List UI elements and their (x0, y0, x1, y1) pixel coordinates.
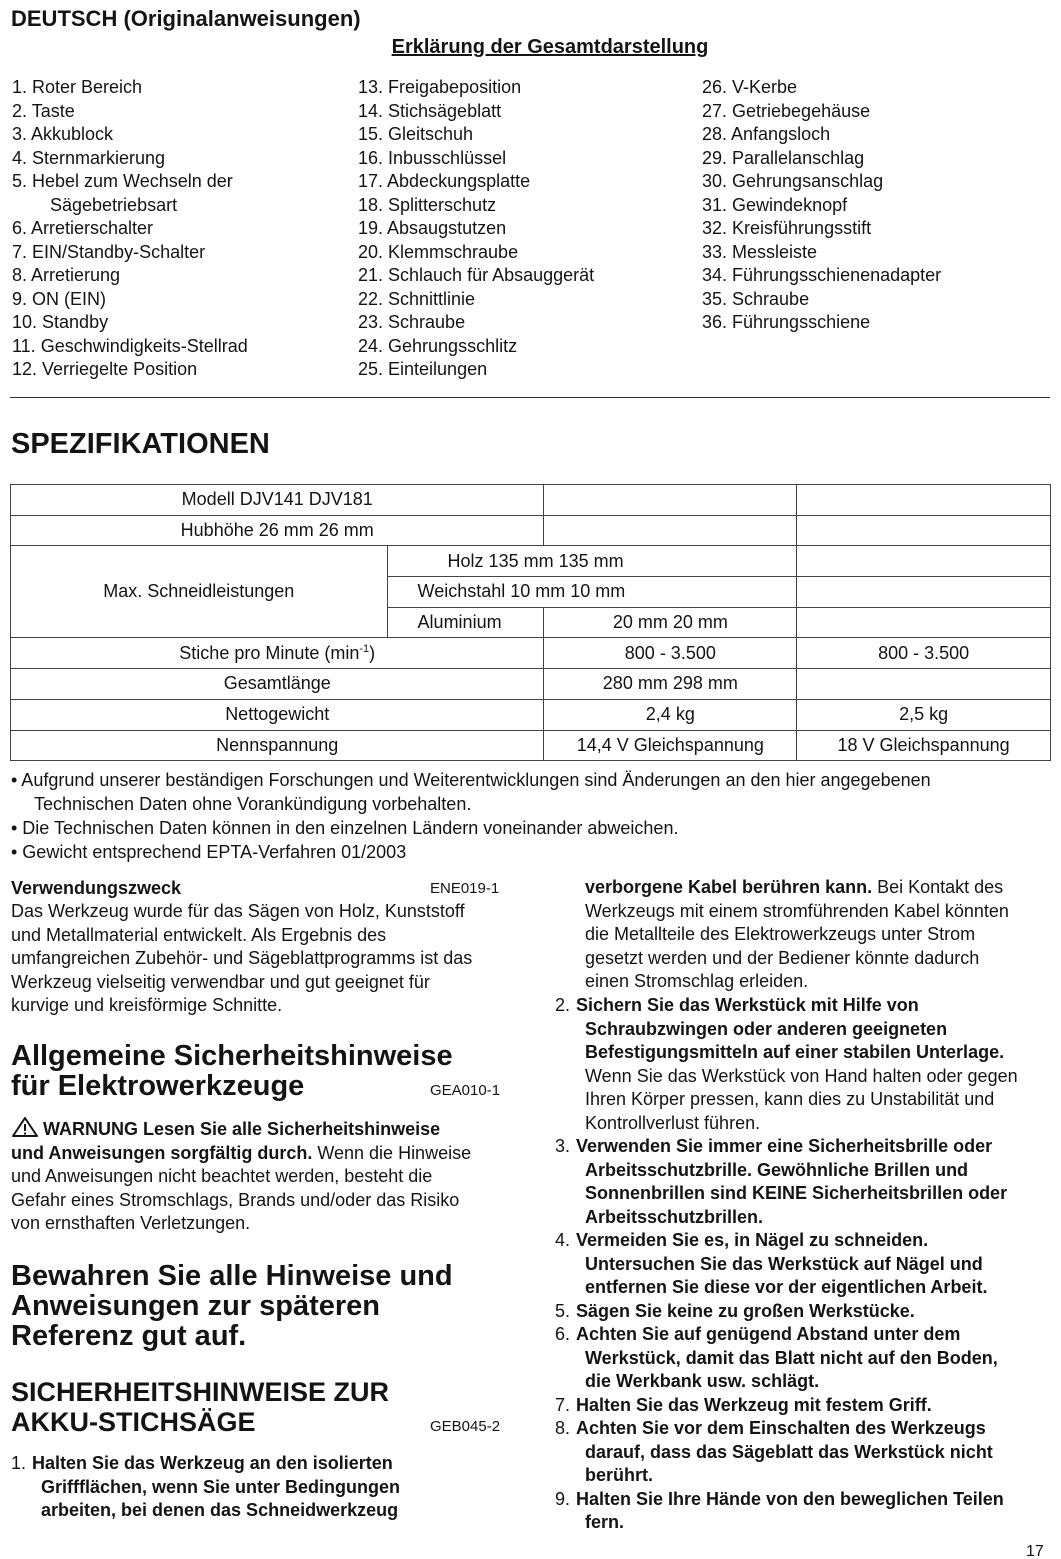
text-line: Untersuchen Sie das Werkstück auf Nägel und (585, 1253, 983, 1274)
legend-item: 17. Abdeckungsplatte (358, 171, 531, 191)
text-line: einen Stromschlag erleiden. (585, 971, 809, 991)
text-line: Werkzeug vielseitig verwendbar und gut geeignet für (11, 971, 430, 992)
text-line: berührt. (585, 1465, 654, 1485)
table-row (11, 546, 1051, 577)
jigsaw-safety-title (11, 1377, 389, 1437)
specs-voltage-1: 14,4 V Gleichspannung (544, 730, 797, 761)
safety-item-8 (555, 1417, 1055, 1488)
text-line: Ihren Körper pressen, kann dies zu Unstabilität und (585, 1089, 995, 1109)
heading-line: Allgemeine Sicherheitshinweise (11, 1040, 453, 1072)
item-number: 5. (555, 1300, 571, 1321)
legend-item: 26. V-Kerbe (702, 77, 798, 97)
text-line: die Werkbank usw. schlägt. (585, 1371, 820, 1391)
spm-label-text: Stiche pro Minute (min (179, 642, 360, 663)
spm-sup: -1 (359, 642, 370, 655)
legend-item: 19. Absaugstutzen (358, 218, 507, 238)
heading-line: für Elektrowerkzeuge (11, 1070, 305, 1102)
legend-item: 23. Schraube (358, 312, 466, 332)
item-1-continued (585, 876, 1009, 994)
text-line: und Anweisungen nicht beachtet werden, besteht die (11, 1166, 433, 1186)
text-line: Sägen Sie keine zu großen Werkstücke. (576, 1300, 915, 1321)
legend-item: 18. Splitterschutz (358, 194, 497, 215)
table-cell (797, 577, 1051, 608)
table-cell (797, 607, 1051, 638)
warning-bold-2: und Anweisungen sorgfältig durch. (11, 1142, 313, 1163)
table-row (11, 485, 1051, 516)
specs-length-value: 280 mm 298 mm (544, 669, 797, 700)
text-line: Arbeitsschutzbrille. Gewöhnliche Brillen und (585, 1159, 969, 1180)
item-number: 3. (555, 1136, 571, 1156)
text-line: Werkstück, damit das Blatt nicht auf den Boden, (585, 1347, 998, 1368)
language-heading: DEUTSCH (Originalanweisungen) (11, 6, 361, 31)
general-safety-code: GEA010-1 (430, 1082, 501, 1099)
legend-item: 28. Anfangsloch (702, 124, 831, 144)
legend-item: 34. Führungsschienenadapter (702, 265, 942, 285)
legend-item: 31. Gewindeknopf (702, 194, 848, 215)
legend-item: 8. Arretierung (12, 265, 121, 285)
text-line: Werkzeugs mit einem stromführenden Kabel könnten (585, 900, 1009, 921)
legend-column-1 (12, 76, 248, 382)
legend-item: 10. Standby (12, 312, 109, 332)
warning-paragraph (11, 1116, 471, 1236)
legend-item: 1. Roter Bereich (12, 77, 143, 97)
intended-use-text (11, 900, 472, 1018)
text-line: Halten Sie Ihre Hände von den beweglichen Teilen (576, 1488, 1004, 1509)
legend-item: 4. Sternmarkierung (12, 147, 166, 168)
specs-stroke: Hubhöhe 26 mm 26 mm (11, 515, 544, 546)
specs-spm-1: 800 - 3.500 (544, 638, 797, 669)
text-line: kurvige und kreisförmige Schnitte. (11, 995, 283, 1015)
legend-item: 9. ON (EIN) (12, 288, 107, 309)
note: Technischen Daten ohne Vorankündigung vorbehalten. (34, 794, 472, 814)
text-line: Sichern Sie das Werkstück mit Hilfe von (576, 995, 919, 1015)
table-row (11, 515, 1051, 546)
spec-notes (11, 768, 1051, 864)
text-line: gesetzt werden und der Bediener könnte dadurch (585, 947, 980, 968)
text-line: fern. (585, 1512, 625, 1532)
intended-use-title: Verwendungszweck (11, 878, 182, 898)
safety-item-9 (555, 1488, 1055, 1535)
legend-item: 16. Inbusschlüssel (358, 147, 507, 168)
legend-item: 29. Parallelanschlag (702, 147, 865, 168)
specs-weight-label: Nettogewicht (11, 699, 544, 730)
text-line: Halten Sie das Werkzeug mit festem Griff. (576, 1394, 932, 1415)
text-line: Achten Sie auf genügend Abstand unter dem (576, 1324, 961, 1344)
legend-item: 12. Verriegelte Position (12, 359, 198, 379)
specs-wood: Holz 135 mm 135 mm (387, 546, 797, 577)
specs-weight-1: 2,4 kg (544, 699, 797, 730)
legend-item: 32. Kreisführungsstift (702, 218, 872, 238)
text-line: die Metallteile des Elektrowerkzeugs unter Strom (585, 924, 976, 944)
specs-max-cut: Max. Schneidleistungen (11, 546, 388, 638)
legend-item: 22. Schnittlinie (358, 288, 476, 309)
safety-item-7 (555, 1394, 1055, 1418)
legend-item: 36. Führungsschiene (702, 312, 871, 332)
text-line: Schraubzwingen oder anderen geeigneten (585, 1018, 948, 1039)
note: • Gewicht entsprechend EPTA-Verfahren 01/2003 (11, 842, 407, 862)
legend-item: 30. Gehrungsanschlag (702, 171, 884, 191)
intended-use-code: ENE019-1 (430, 880, 500, 897)
text-line: umfangreichen Zubehör- und Sägeblattprogramms ist das (11, 948, 473, 968)
specs-model: Modell DJV141 DJV181 (11, 485, 544, 516)
text-line: und Metallmaterial entwickelt. Als Ergebnis des (11, 924, 387, 945)
legend-item: 24. Gehrungsschlitz (358, 335, 518, 356)
legend-item: 3. Akkublock (12, 124, 114, 144)
legend-item: 7. EIN/Standby-Schalter (12, 241, 206, 262)
legend-item: 15. Gleitschuh (358, 124, 474, 144)
page-number: 17 (1026, 1543, 1044, 1559)
warning-bold-1: WARNUNG Lesen Sie alle Sicherheitshinweise (43, 1119, 441, 1139)
section-divider (10, 397, 1050, 398)
specs-spm-2: 800 - 3.500 (797, 638, 1051, 669)
warning-triangle-icon (11, 1116, 39, 1138)
note: • Die Technischen Daten können in den einzelnen Ländern voneinander abweichen. (11, 818, 679, 838)
item-number: 4. (555, 1230, 571, 1250)
text-line: Verwenden Sie immer eine Sicherheitsbrille oder (576, 1136, 993, 1156)
safety-item-3 (555, 1135, 1055, 1229)
cont-bold: verborgene Kabel berühren kann. (585, 877, 873, 897)
legend-item: 20. Klemmschraube (358, 241, 519, 262)
safety-item-6 (555, 1323, 1055, 1394)
text-line: Sonnenbrillen sind KEINE Sicherheitsbrillen oder (585, 1183, 1008, 1203)
table-row (11, 699, 1051, 730)
table-cell (797, 546, 1051, 577)
item-number: 8. (555, 1418, 571, 1438)
text-line: Befestigungsmitteln auf einer stabilen Unterlage. (585, 1042, 1005, 1062)
heading-line: Anweisungen zur späteren (11, 1290, 381, 1322)
table-cell (797, 515, 1051, 546)
legend-title: Erklärung der Gesamtdarstellung (391, 36, 709, 58)
text-line: arbeiten, bei denen das Schneidwerkzeug (41, 1500, 399, 1520)
legend-item: 27. Getriebegehäuse (702, 100, 871, 121)
safety-item-2 (555, 994, 1055, 1135)
legend-item: 25. Einteilungen (358, 359, 488, 379)
cont-rest: Bei Kontakt des (872, 877, 1004, 897)
legend-item: 35. Schraube (702, 288, 810, 309)
specs-steel: Weichstahl 10 mm 10 mm (387, 577, 797, 608)
general-safety-title (11, 1041, 453, 1101)
legend-item: 11. Geschwindigkeits-Stellrad (12, 335, 248, 356)
specs-alu-value: 20 mm 20 mm (544, 607, 797, 638)
keep-instructions-heading (11, 1261, 453, 1351)
text-line: Wenn Sie das Werkstück von Hand halten oder gegen (585, 1065, 1018, 1086)
spm-close: ) (369, 642, 376, 663)
specs-voltage-2: 18 V Gleichspannung (797, 730, 1051, 761)
item-number: 6. (555, 1324, 571, 1344)
text-line: darauf, dass das Sägeblatt das Werkstück nicht (585, 1441, 993, 1462)
warning-line (11, 1116, 471, 1142)
legend-item: 5. Hebel zum Wechseln der (12, 171, 233, 191)
note: • Aufgrund unserer beständigen Forschungen und Weiterentwicklungen sind Änderungen an den hier angegebenen (11, 770, 931, 790)
item-number: 2. (555, 995, 571, 1015)
table-row (11, 638, 1051, 669)
item-number: 7. (555, 1394, 571, 1415)
safety-item-5 (555, 1300, 1055, 1324)
specs-heading: SPEZIFIKATIONEN (11, 428, 270, 460)
text-line: Das Werkzeug wurde für das Sägen von Holz, Kunststoff (11, 901, 465, 921)
text-line: Vermeiden Sie es, in Nägel zu schneiden. (576, 1230, 929, 1250)
safety-item-4 (555, 1229, 1055, 1300)
heading-line: Referenz gut auf. (11, 1320, 247, 1352)
heading-line: Bewahren Sie alle Hinweise und (11, 1260, 453, 1292)
safety-items-list (555, 994, 1055, 1535)
heading-line: SICHERHEITSHINWEISE ZUR (11, 1377, 390, 1407)
table-cell (544, 515, 797, 546)
text-line: Halten Sie das Werkzeug an den isolierten (32, 1453, 393, 1473)
legend-item: 6. Arretierschalter (12, 218, 154, 238)
specs-weight-2: 2,5 kg (797, 699, 1051, 730)
warning-rest: Wenn die Hinweise (312, 1142, 472, 1163)
table-row (11, 669, 1051, 700)
text-line: entfernen Sie diese vor der eigentlichen Arbeit. (585, 1277, 988, 1297)
table-cell (544, 485, 797, 516)
legend-item: Sägebetriebsart (50, 194, 178, 215)
legend-column-2 (358, 76, 594, 382)
heading-line: AKKU-STICHSÄGE (11, 1407, 256, 1437)
specs-voltage-label: Nennspannung (11, 730, 544, 761)
legend-item: 13. Freigabeposition (358, 77, 522, 97)
specs-spm-label (11, 638, 544, 669)
legend-item: 14. Stichsägeblatt (358, 100, 502, 121)
jigsaw-safety-code: GEB045-2 (430, 1418, 501, 1435)
table-cell (797, 485, 1051, 516)
text-line: Achten Sie vor dem Einschalten des Werkzeugs (576, 1418, 986, 1438)
text-line: Arbeitsschutzbrillen. (585, 1206, 764, 1227)
table-cell (797, 669, 1051, 700)
specs-alu-label: Aluminium (387, 607, 544, 638)
text-line: Kontrollverlust führen. (585, 1112, 761, 1133)
text-line (585, 876, 1009, 900)
specs-table (10, 484, 1051, 761)
warning-line (11, 1142, 471, 1166)
text-line: Griffflächen, wenn Sie unter Bedingungen (41, 1476, 401, 1497)
legend-item: 33. Messleiste (702, 241, 818, 262)
item-number: 9. (555, 1488, 571, 1509)
legend-item: 2. Taste (12, 100, 75, 121)
item-number: 1. (11, 1453, 27, 1473)
text-line: von ernsthaften Verletzungen. (11, 1213, 251, 1233)
specs-length-label: Gesamtlänge (11, 669, 544, 700)
table-row (11, 730, 1051, 761)
text-line: Gefahr eines Stromschlags, Brands und/oder das Risiko (11, 1189, 460, 1210)
legend-item: 21. Schlauch für Absauggerät (358, 265, 595, 285)
legend-column-3 (702, 76, 941, 335)
